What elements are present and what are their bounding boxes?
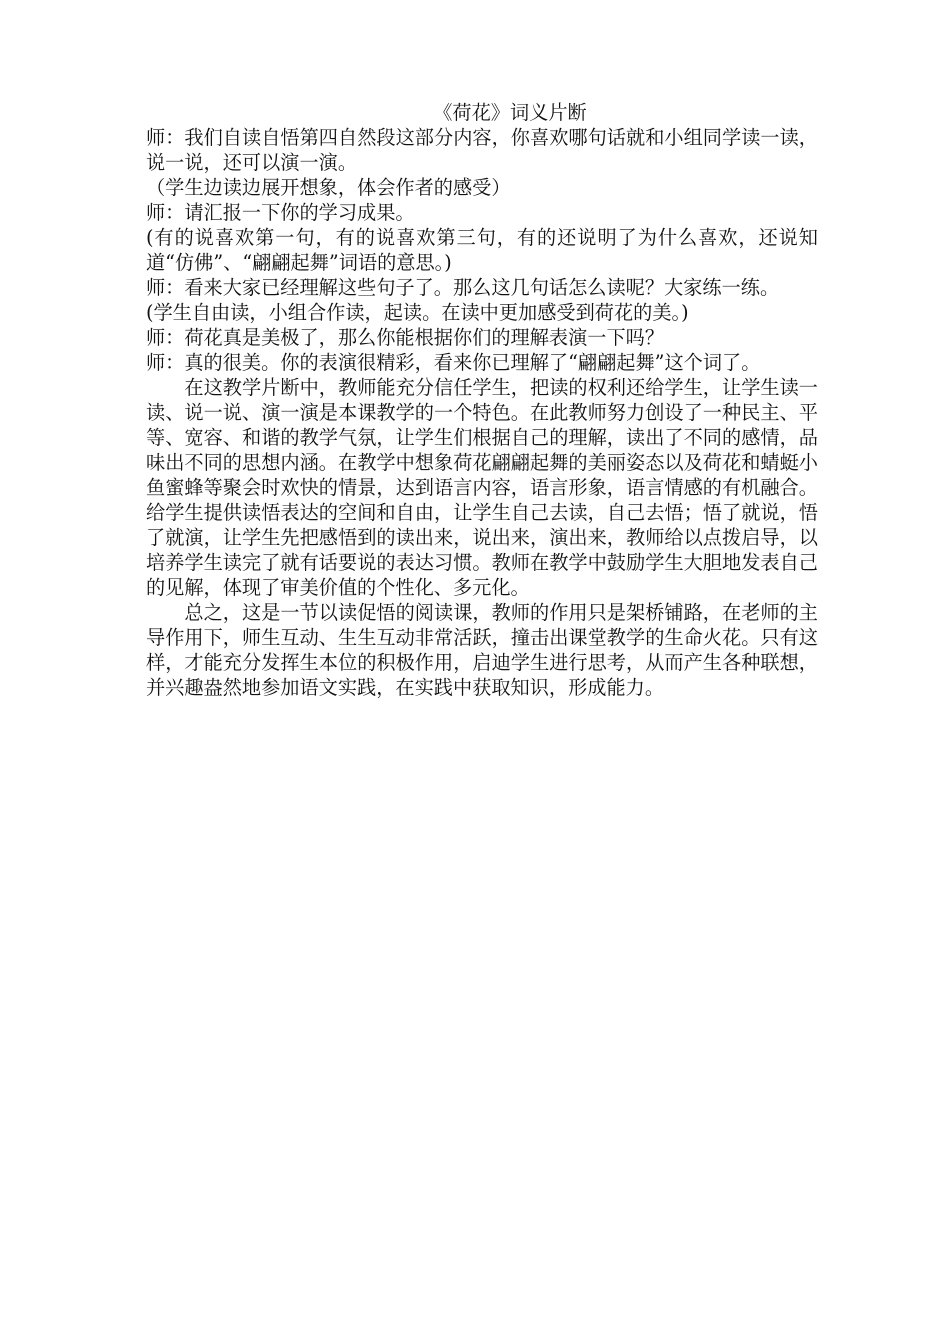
stage-direction: (学生自由读，小组合作读，起读。在读中更加感受到荷花的美。) [146,301,689,324]
dialogue-line: 师：我们自读自悟第四自然段这部分内容，你喜欢哪句话就和小组同学读一读，说一说，还可以演一演。 [146,126,818,174]
conclusion-paragraph: 总之，这是一节以读促悟的阅读课，教师的作用只是架桥铺路，在老师的主导作用下，师生互动、生生互动非常活跃，撞击出课堂教学的生命火花。只有这样，才能充分发挥生本位的积极作用，启迪学生进行思考，从而产生各种联想，并兴趣盎然地参加语文实践，在实践中获取知识，形成能力。 [146,601,818,699]
document-body [146,100,818,700]
dialogue-line: 师：请汇报一下你的学习成果。 [146,201,415,224]
stage-direction: （学生边读边展开想象，体会作者的感受） [146,176,511,199]
document-title: 《荷花》词义片断 [433,101,587,124]
commentary-paragraph: 在这教学片断中，教师能充分信任学生，把读的权利还给学生，让学生读一读、说一说、演一演是本课教学的一个特色。在此教师努力创设了一种民主、平等、宽容、和谐的教学气氛，让学生们根据自己的理解，读出了不同的感情，品味出不同的思想内涵。在教学中想象荷花翩翩起舞的美丽姿态以及荷花和蜻蜓小鱼蜜蜂等聚会时欢快的情景，达到语言内容，语言形象，语言情感的有机融合。给学生提供读悟表达的空间和自由，让学生自己去读，自己去悟；悟了就说，悟了就演，让学生先把感悟到的读出来，说出来，演出来，教师给以点拨启导，以培养学生读完了就有话要说的表达习惯。教师在教学中鼓励学生大胆地发表自己的见解，体现了审美价值的个性化、多元化。 [146,376,818,599]
dialogue-line: 师：真的很美。你的表演很精彩，看来你已理解了“翩翩起舞”这个词了。 [146,351,761,374]
dialogue-line: 师：看来大家已经理解这些句子了。那么这几句话怎么读呢？大家练一练。 [146,276,780,299]
stage-direction: (有的说喜欢第一句，有的说喜欢第三句，有的还说明了为什么喜欢，还说知道“仿佛”、“翩翩起舞”词语的意思。) [146,226,818,274]
dialogue-line: 师：荷花真是美极了，那么你能根据你们的理解表演一下吗？ [146,326,665,349]
